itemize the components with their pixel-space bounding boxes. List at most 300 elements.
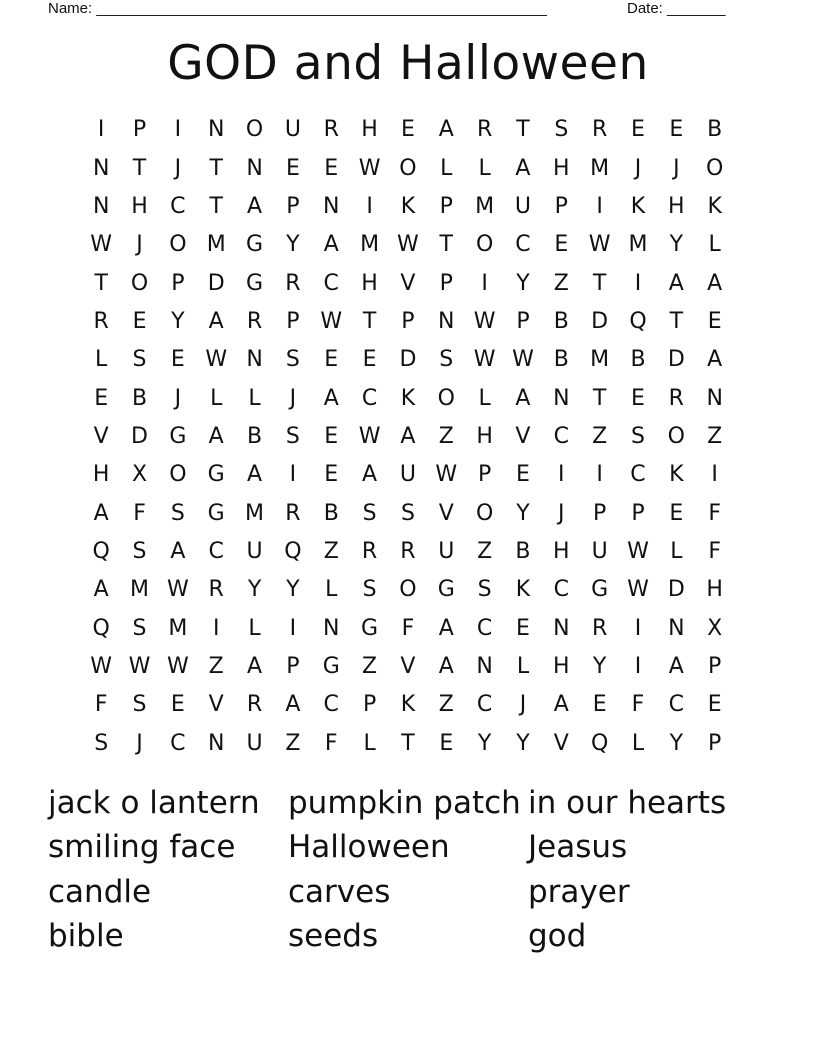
grid-letter: B <box>515 538 531 564</box>
grid-letter: R <box>591 615 608 641</box>
grid-letter: G <box>246 270 264 296</box>
grid-letter: L <box>248 615 261 641</box>
grid-letter: L <box>631 730 645 756</box>
grid-letter: W <box>90 232 113 258</box>
grid-letter: C <box>170 730 186 756</box>
grid-letter: G <box>169 423 187 449</box>
grid-letter: P <box>401 308 415 334</box>
grid-letter: U <box>399 462 416 488</box>
grid-letter: R <box>361 538 378 564</box>
grid-letter: A <box>553 692 569 718</box>
grid-letter: E <box>707 692 722 718</box>
grid-letter: L <box>440 155 453 181</box>
grid-letter: A <box>515 155 531 181</box>
word-list <box>48 781 768 958</box>
grid-letter: Y <box>247 577 262 603</box>
grid-letter: A <box>707 347 723 373</box>
grid-letter: S <box>362 577 377 603</box>
grid-letter: I <box>289 462 297 488</box>
grid-letter: L <box>210 385 223 411</box>
grid-letter: Q <box>629 308 647 334</box>
grid-letter: P <box>708 730 722 756</box>
grid-letter: H <box>668 193 685 219</box>
grid-letter: R <box>208 577 224 603</box>
grid-letter: Q <box>284 538 302 564</box>
grid-letter: K <box>400 385 416 411</box>
grid-letter: W <box>435 462 458 488</box>
grid-letter: A <box>362 462 378 488</box>
grid-letter: T <box>592 385 607 411</box>
grid-letter: W <box>128 653 151 679</box>
grid-letter: N <box>207 117 225 143</box>
grid-letter: W <box>205 347 228 373</box>
grid-letter: K <box>630 193 646 219</box>
grid-letter: O <box>667 423 685 449</box>
grid-letter: V <box>208 692 224 718</box>
grid-letter: V <box>438 500 454 526</box>
grid-letter: C <box>553 423 569 449</box>
grid-letter: S <box>477 577 492 603</box>
grid-letter: I <box>558 462 565 488</box>
grid-letter: S <box>132 347 147 373</box>
grid-letter: Z <box>438 423 454 449</box>
grid-letter: N <box>323 615 340 641</box>
word-list-item: carves <box>288 873 391 910</box>
grid-letter: J <box>136 232 143 258</box>
grid-letter: O <box>130 270 149 296</box>
grid-letter: S <box>285 423 300 449</box>
grid-letter: L <box>248 385 261 411</box>
grid-letter: P <box>708 653 722 679</box>
grid-letter: L <box>363 730 376 756</box>
grid-letter: O <box>169 232 187 258</box>
grid-letter: U <box>246 730 263 756</box>
grid-letter: E <box>516 462 530 488</box>
grid-letter: K <box>669 462 684 488</box>
grid-letter: W <box>473 308 496 334</box>
grid-letter: Z <box>477 538 493 564</box>
grid-letter: B <box>131 385 148 411</box>
grid-letter: M <box>206 232 226 258</box>
grid-letter: N <box>207 730 225 756</box>
grid-letter: J <box>289 385 297 411</box>
grid-letter: I <box>634 615 642 641</box>
grid-letter: U <box>438 538 455 564</box>
grid-letter: W <box>320 308 343 334</box>
grid-letter: L <box>516 653 530 679</box>
grid-letter: W <box>627 538 649 564</box>
grid-letter: P <box>477 462 492 488</box>
grid-letter: F <box>708 500 721 526</box>
grid-letter: R <box>93 308 109 334</box>
grid-letter: A <box>247 193 263 219</box>
grid-letter: N <box>668 615 685 641</box>
word-list-item: bible <box>48 917 124 954</box>
grid-letter: L <box>708 232 721 258</box>
grid-letter: O <box>437 385 455 411</box>
grid-letter: Y <box>516 730 530 756</box>
grid-letter: A <box>438 653 454 679</box>
grid-letter: N <box>323 193 340 219</box>
grid-letter: C <box>323 692 339 718</box>
grid-letter: N <box>246 155 263 181</box>
grid-letter: W <box>627 577 649 603</box>
grid-letter: T <box>516 117 530 143</box>
grid-letter: J <box>519 692 527 718</box>
grid-letter: N <box>92 193 110 219</box>
grid-letter: W <box>588 232 611 258</box>
grid-letter: Y <box>286 232 300 258</box>
grid-letter: S <box>94 730 109 756</box>
grid-letter: F <box>631 692 645 718</box>
grid-letter: I <box>289 615 297 641</box>
word-list-item: Jeasus <box>528 829 628 866</box>
grid-letter: G <box>246 232 264 258</box>
grid-letter: A <box>323 385 339 411</box>
grid-letter: O <box>706 155 724 181</box>
grid-letter: I <box>596 193 603 219</box>
grid-letter: S <box>132 538 147 564</box>
grid-letter: K <box>515 577 531 603</box>
grid-letter: E <box>631 385 645 411</box>
grid-letter: S <box>362 500 377 526</box>
grid-letter: P <box>516 308 530 334</box>
grid-letter: Z <box>707 423 723 449</box>
grid-letter: G <box>207 500 225 526</box>
grid-letter: E <box>631 117 645 143</box>
grid-letter: Y <box>516 500 530 526</box>
grid-letter: A <box>93 577 109 603</box>
grid-letter: R <box>591 117 608 143</box>
grid-letter: N <box>706 385 723 411</box>
grid-letter: D <box>667 577 685 603</box>
grid-letter: S <box>400 500 415 526</box>
grid-letter: U <box>514 193 531 219</box>
grid-letter: E <box>592 692 607 718</box>
grid-letter: R <box>400 538 416 564</box>
grid-letter: Z <box>553 270 569 296</box>
grid-letter: P <box>132 117 147 143</box>
grid-letter: C <box>476 692 493 718</box>
grid-letter: E <box>285 155 300 181</box>
grid-letter: A <box>668 653 684 679</box>
grid-letter: J <box>174 155 182 181</box>
grid-letter: A <box>247 653 263 679</box>
word-list-item: in our hearts <box>528 785 727 821</box>
grid-letter: H <box>706 577 723 603</box>
grid-letter: J <box>174 385 182 411</box>
grid-letter: U <box>246 538 263 564</box>
grid-letter: Y <box>516 270 530 296</box>
grid-letter: P <box>439 270 453 296</box>
grid-letter: Z <box>592 423 608 449</box>
grid-letter: I <box>634 270 642 296</box>
grid-letter: C <box>515 232 531 258</box>
grid-letter: H <box>361 270 378 296</box>
grid-letter: E <box>669 117 684 143</box>
grid-letter: Z <box>208 653 224 679</box>
grid-letter: E <box>362 347 377 373</box>
grid-letter: Y <box>286 577 300 603</box>
grid-letter: A <box>707 270 723 296</box>
grid-letter: A <box>438 615 454 641</box>
grid-letter: F <box>401 615 415 641</box>
grid-letter: T <box>132 155 147 181</box>
grid-letter: A <box>515 385 531 411</box>
grid-letter: E <box>400 117 415 143</box>
grid-letter: Y <box>669 232 684 258</box>
grid-letter: P <box>631 500 645 526</box>
grid-letter: N <box>438 308 455 334</box>
word-list-item: pumpkin patch <box>288 785 521 821</box>
grid-letter: O <box>399 577 417 603</box>
grid-letter: H <box>131 193 148 219</box>
grid-letter: F <box>324 730 338 756</box>
grid-letter: M <box>360 232 380 258</box>
grid-letter: E <box>554 232 569 258</box>
grid-letter: Q <box>92 538 110 564</box>
grid-letter: W <box>166 653 189 679</box>
grid-letter: S <box>554 117 569 143</box>
grid-letter: E <box>516 615 530 641</box>
grid-letter: K <box>400 692 416 718</box>
word-list-item: smiling face <box>48 829 236 866</box>
grid-letter: T <box>362 308 377 334</box>
grid-letter: U <box>284 117 301 143</box>
grid-letter: B <box>247 423 263 449</box>
grid-letter: Z <box>362 653 378 679</box>
grid-letter: C <box>361 385 378 411</box>
word-list-item: Halloween <box>288 829 450 866</box>
grid-letter: H <box>553 538 570 564</box>
grid-letter: P <box>362 692 377 718</box>
grid-letter: M <box>590 155 610 181</box>
grid-letter: O <box>399 155 417 181</box>
grid-letter: T <box>592 270 607 296</box>
grid-letter: W <box>512 347 534 373</box>
grid-letter: N <box>246 347 263 373</box>
grid-letter: I <box>634 653 642 679</box>
grid-letter: O <box>169 462 187 488</box>
grid-letter: T <box>669 308 684 334</box>
grid-letter: C <box>170 193 186 219</box>
grid-letter: I <box>711 462 718 488</box>
grid-letter: A <box>170 538 186 564</box>
grid-letter: P <box>554 193 568 219</box>
grid-letter: S <box>285 347 300 373</box>
grid-letter: E <box>669 500 684 526</box>
grid-letter: Z <box>438 692 454 718</box>
grid-letter: C <box>553 577 569 603</box>
grid-letter: S <box>132 692 147 718</box>
grid-letter: Y <box>669 730 684 756</box>
grid-letter: H <box>553 653 570 679</box>
grid-letter: A <box>668 270 684 296</box>
grid-letter: E <box>439 730 454 756</box>
grid-letter: I <box>481 270 488 296</box>
grid-letter: M <box>475 193 495 219</box>
grid-letter: C <box>668 692 685 718</box>
grid-letter: Z <box>285 730 301 756</box>
grid-letter: W <box>397 232 419 258</box>
grid-letter: X <box>131 462 148 488</box>
grid-letter: D <box>399 347 417 373</box>
grid-letter: E <box>324 462 339 488</box>
grid-letter: A <box>93 500 109 526</box>
grid-letter: A <box>208 423 224 449</box>
grid-letter: U <box>591 538 608 564</box>
grid-letter: L <box>95 347 108 373</box>
grid-letter: J <box>673 155 680 181</box>
grid-letter: B <box>553 308 569 334</box>
grid-letter: J <box>558 500 565 526</box>
grid-letter: P <box>171 270 185 296</box>
grid-letter: R <box>476 117 493 143</box>
grid-letter: T <box>94 270 108 296</box>
grid-letter: H <box>361 117 378 143</box>
grid-letter: M <box>590 347 610 373</box>
grid-letter: E <box>132 308 147 334</box>
grid-letter: A <box>323 232 339 258</box>
grid-letter: B <box>323 500 339 526</box>
grid-letter: M <box>628 232 648 258</box>
grid-letter: H <box>92 462 110 488</box>
grid-letter: A <box>247 462 263 488</box>
grid-letter: X <box>707 615 723 641</box>
grid-letter: G <box>591 577 609 603</box>
grid-letter: W <box>90 653 113 679</box>
grid-letter: N <box>92 155 110 181</box>
grid-letter: V <box>400 653 416 679</box>
grid-letter: S <box>170 500 185 526</box>
grid-letter: O <box>245 117 264 143</box>
grid-letter: Q <box>92 615 110 641</box>
grid-letter: P <box>286 308 300 334</box>
grid-letter: D <box>131 423 148 449</box>
grid-letter: R <box>323 117 339 143</box>
grid-letter: N <box>553 615 570 641</box>
grid-letter: Y <box>477 730 492 756</box>
grid-letter: J <box>634 155 642 181</box>
grid-letter: B <box>630 347 646 373</box>
grid-letter: K <box>400 193 416 219</box>
grid-letter: D <box>591 308 609 334</box>
grid-letter: G <box>207 462 225 488</box>
grid-letter: E <box>170 347 185 373</box>
grid-letter: B <box>553 347 569 373</box>
grid-letter: T <box>209 155 223 181</box>
grid-letter: E <box>170 692 185 718</box>
grid-letter: M <box>245 500 265 526</box>
grid-letter: C <box>476 615 493 641</box>
grid-letter: F <box>708 538 721 564</box>
grid-letter: L <box>325 577 338 603</box>
grid-letter: N <box>476 653 493 679</box>
grid-letter: C <box>323 270 339 296</box>
grid-letter: O <box>475 500 494 526</box>
grid-letter: I <box>366 193 373 219</box>
grid-letter: A <box>285 692 301 718</box>
grid-letter: C <box>630 462 646 488</box>
word-list-item: candle <box>48 873 152 910</box>
grid-letter: R <box>246 692 263 718</box>
grid-letter: Y <box>592 653 607 679</box>
grid-letter: W <box>473 347 496 373</box>
grid-letter: S <box>132 615 147 641</box>
grid-letter: V <box>400 270 416 296</box>
grid-letter: M <box>130 577 149 603</box>
grid-letter: L <box>478 385 491 411</box>
grid-letter: E <box>324 347 339 373</box>
grid-letter: V <box>553 730 569 756</box>
grid-letter: J <box>136 730 143 756</box>
grid-letter: G <box>437 577 455 603</box>
word-list-item: prayer <box>528 873 630 910</box>
grid-letter: T <box>209 193 223 219</box>
grid-letter: I <box>174 117 182 143</box>
grid-letter: A <box>400 423 416 449</box>
grid-letter: E <box>324 155 339 181</box>
grid-letter: Q <box>590 730 609 756</box>
grid-letter: L <box>670 538 683 564</box>
grid-letter: A <box>438 117 454 143</box>
word-list-item: seeds <box>288 917 379 954</box>
word-list-item: god <box>528 917 587 954</box>
grid-letter: R <box>668 385 684 411</box>
grid-letter: G <box>322 653 340 679</box>
grid-letter: P <box>593 500 607 526</box>
word-list-item: jack o lantern <box>48 785 260 821</box>
grid-letter: F <box>133 500 146 526</box>
grid-letter: N <box>553 385 570 411</box>
name-field: Name: ______________________________________________________ <box>48 0 547 17</box>
grid-letter: P <box>286 193 300 219</box>
grid-letter: G <box>361 615 379 641</box>
grid-letter: Z <box>323 538 339 564</box>
grid-letter: Y <box>171 308 185 334</box>
grid-letter: R <box>246 308 263 334</box>
grid-letter: L <box>478 155 491 181</box>
grid-letter: H <box>476 423 493 449</box>
grid-letter: T <box>401 730 415 756</box>
grid-letter: M <box>168 615 188 641</box>
grid-letter: E <box>94 385 109 411</box>
grid-letter: T <box>439 232 453 258</box>
grid-letter: P <box>286 653 300 679</box>
grid-letter: A <box>208 308 224 334</box>
grid-letter: D <box>207 270 225 296</box>
grid-letter: V <box>93 423 109 449</box>
word-search-grid <box>82 111 734 763</box>
grid-letter: I <box>212 615 220 641</box>
grid-letter: I <box>596 462 603 488</box>
grid-letter: E <box>707 308 722 334</box>
grid-letter: S <box>631 423 645 449</box>
grid-letter: I <box>97 117 105 143</box>
grid-letter: B <box>707 117 723 143</box>
grid-letter: H <box>553 155 570 181</box>
date-field: Date: _______ <box>627 0 726 17</box>
grid-letter: O <box>475 232 494 258</box>
grid-letter: S <box>439 347 454 373</box>
page-title: GOD and Halloween <box>167 36 649 91</box>
grid-letter: K <box>707 193 722 219</box>
grid-letter: E <box>324 423 339 449</box>
grid-letter: V <box>515 423 531 449</box>
grid-letter: F <box>94 692 108 718</box>
header <box>48 0 748 20</box>
grid-letter: R <box>285 500 301 526</box>
